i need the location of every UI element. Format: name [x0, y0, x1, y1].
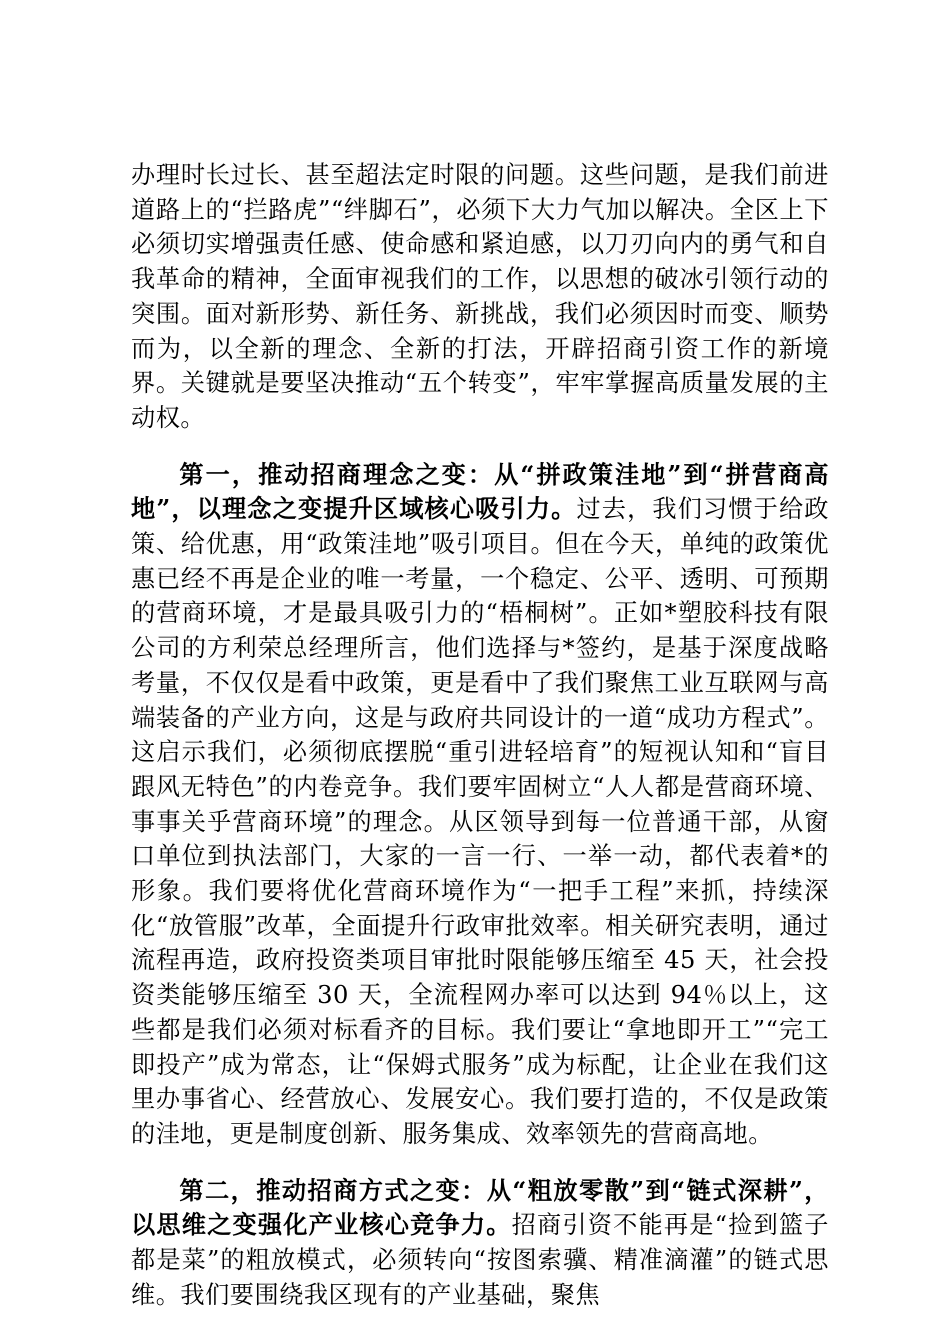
paragraph-intro: [131, 158, 829, 436]
paragraph-second-change: [131, 1174, 829, 1313]
paragraph-second-change-text: 招商引资不能再是“捡到篮子都是菜”的粗放模式，必须转向“按图索骥、精准滴灌”的链式思维。我们要围绕我区现有的产业基础，聚焦: [131, 1211, 829, 1309]
paragraph-gap: [131, 436, 829, 458]
paragraph-gap: [131, 1152, 829, 1174]
paragraph-first-change-text: 过去，我们习惯于给政策、给优惠，用“政策洼地”吸引项目。但在今天，单纯的政策优惠已经不再是企业的唯一考量，一个稳定、公平、透明、可预期的营商环境，才是最具吸引力的“梧桐树”。正如*塑胶科技有限公司的方利荣总经理所言，他们选择与*签约，是基于深度战略考量，不仅仅是看中政策，更是看中了我们聚焦工业互联网与高端装备的产业方向，这是与政府共同设计的一道“成功方程式”。这启示我们，必须彻底摆脱“重引进轻培育”的短视认知和“盲目跟风无特色”的内卷竞争。我们要牢固树立“人人都是营商环境、事事关乎营商环境”的理念。从区领导到每一位普通干部，从窗口单位到执法部门，大家的一言一行、一举一动，都代表着*的形象。我们要将优化营商环境作为“一把手工程”来抓，持续深化“放管服”改革，全面提升行政审批效率。相关研究表明，通过流程再造，政府投资类项目审批时限能够压缩至 45 天，社会投资类能够压缩至 30 天，全流程网办率可以达到 94％以上，这些都是我们必须对标看齐的目标。我们要让“拿地即开工”“完工即投产”成为常态，让“保姆式服务”成为标配，让企业在我们这里办事省心、经营放心、发展安心。我们要打造的，不仅是政策的洼地，更是制度创新、服务集成、效率领先的营商高地。: [131, 495, 829, 1148]
paragraph-second-change-lead: 第二，推动招商方式之变：从“粗放零散”到“链式深耕”，以思维之变强化产业核心竞争力。: [131, 1175, 829, 1240]
paragraph-intro-text: 办理时长过长、甚至超法定时限的问题。这些问题，是我们前进道路上的“拦路虎”“绊脚石”，必须下大力气加以解决。全区上下必须切实增强责任感、使命感和紧迫感，以刀刃向内的勇气和自我革命的精神，全面审视我们的工作，以思想的破冰引领行动的突围。面对新形势、新任务、新挑战，我们必须因时而变、顺势而为，以全新的理念、全新的打法，开辟招商引资工作的新境界。关键就是要坚决推动“五个转变”，牢牢掌握高质量发展的主动权。: [131, 161, 829, 432]
document-body: [131, 158, 829, 1313]
paragraph-first-change: [131, 458, 829, 1152]
paragraph-first-change-lead: 第一，推动招商理念之变：从“拼政策洼地”到“拼营商高地”，以理念之变提升区域核心吸引力。: [131, 459, 829, 524]
